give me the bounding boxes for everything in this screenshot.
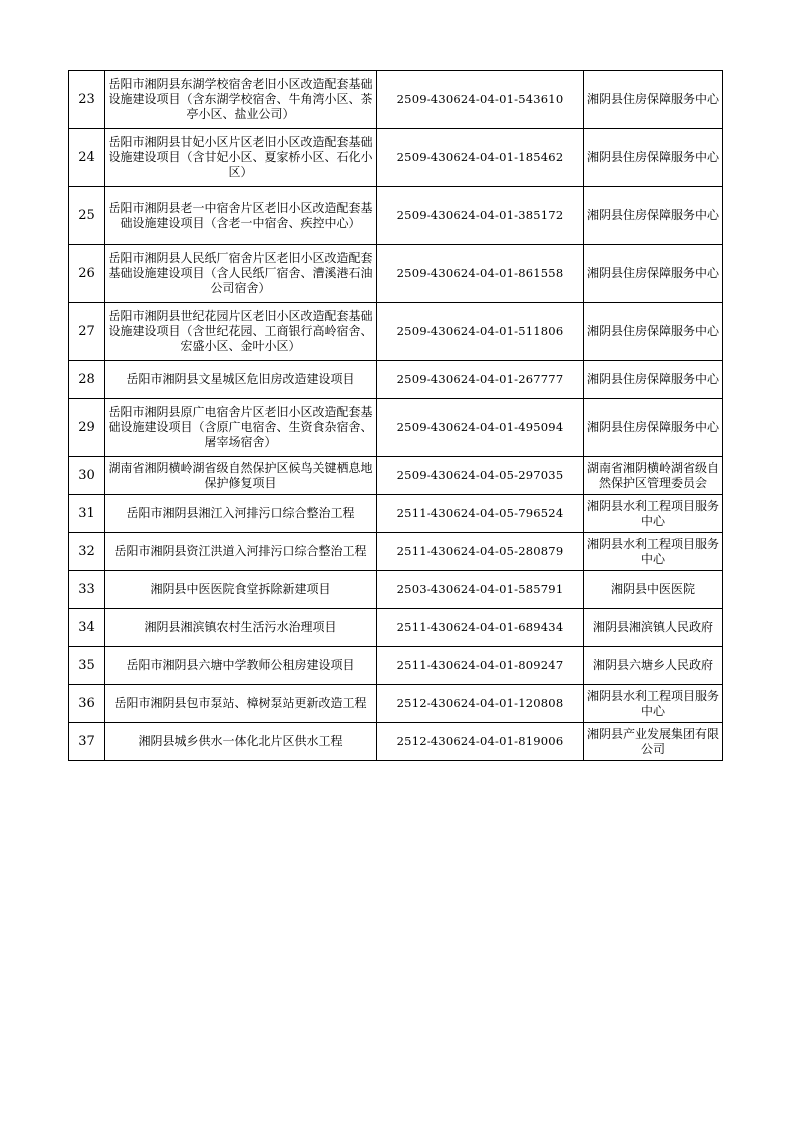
responsible-unit: 湘阴县住房保障服务中心 [584, 399, 723, 457]
row-number: 34 [69, 609, 105, 647]
table-row [69, 685, 723, 723]
project-name: 岳阳市湘阴县人民纸厂宿舍片区老旧小区改造配套基础设施建设项目（含人民纸厂宿舍、漕溪港石油公司宿舍） [105, 245, 377, 303]
responsible-unit: 湘阴县住房保障服务中心 [584, 187, 723, 245]
row-number: 32 [69, 533, 105, 571]
responsible-unit: 湘阴县湘滨镇人民政府 [584, 609, 723, 647]
project-name: 岳阳市湘阴县湘江入河排污口综合整治工程 [105, 495, 377, 533]
row-number: 27 [69, 303, 105, 361]
project-code: 2511-430624-04-05-796524 [377, 495, 584, 533]
project-code: 2509-430624-04-01-861558 [377, 245, 584, 303]
project-name: 岳阳市湘阴县文星城区危旧房改造建设项目 [105, 361, 377, 399]
project-code: 2509-430624-04-01-185462 [377, 129, 584, 187]
row-number: 35 [69, 647, 105, 685]
project-name: 岳阳市湘阴县原广电宿舍片区老旧小区改造配套基础设施建设项目（含原广电宿舍、生资食杂宿舍、屠宰场宿舍） [105, 399, 377, 457]
project-name: 湘阴县湘滨镇农村生活污水治理项目 [105, 609, 377, 647]
project-name: 岳阳市湘阴县甘妃小区片区老旧小区改造配套基础设施建设项目（含甘妃小区、夏家桥小区、石化小区） [105, 129, 377, 187]
table-row [69, 723, 723, 761]
project-name: 岳阳市湘阴县六塘中学教师公租房建设项目 [105, 647, 377, 685]
project-code: 2509-430624-04-01-511806 [377, 303, 584, 361]
project-name: 岳阳市湘阴县资江洪道入河排污口综合整治工程 [105, 533, 377, 571]
row-number: 36 [69, 685, 105, 723]
responsible-unit: 湘阴县水利工程项目服务中心 [584, 533, 723, 571]
project-name: 岳阳市湘阴县包市泵站、樟树泵站更新改造工程 [105, 685, 377, 723]
project-code: 2509-430624-04-05-297035 [377, 457, 584, 495]
row-number: 26 [69, 245, 105, 303]
project-name: 岳阳市湘阴县老一中宿舍片区老旧小区改造配套基础设施建设项目（含老一中宿舍、疾控中心） [105, 187, 377, 245]
responsible-unit: 湘阴县中医医院 [584, 571, 723, 609]
project-code: 2509-430624-04-01-267777 [377, 361, 584, 399]
table-row [69, 647, 723, 685]
project-name: 湖南省湘阴横岭湖省级自然保护区候鸟关键栖息地保护修复项目 [105, 457, 377, 495]
project-code: 2512-430624-04-01-819006 [377, 723, 584, 761]
table-row [69, 533, 723, 571]
project-code: 2511-430624-04-01-689434 [377, 609, 584, 647]
table-row [69, 495, 723, 533]
project-table [68, 70, 723, 761]
row-number: 23 [69, 71, 105, 129]
responsible-unit: 湘阴县住房保障服务中心 [584, 361, 723, 399]
row-number: 30 [69, 457, 105, 495]
project-code: 2509-430624-04-01-495094 [377, 399, 584, 457]
project-name: 岳阳市湘阴县世纪花园片区老旧小区改造配套基础设施建设项目（含世纪花园、工商银行高岭宿舍、宏盛小区、金叶小区） [105, 303, 377, 361]
table-row [69, 399, 723, 457]
responsible-unit: 湖南省湘阴横岭湖省级自然保护区管理委员会 [584, 457, 723, 495]
table-row [69, 457, 723, 495]
table-row [69, 187, 723, 245]
project-list-sheet [68, 70, 722, 761]
project-name: 湘阴县城乡供水一体化北片区供水工程 [105, 723, 377, 761]
row-number: 31 [69, 495, 105, 533]
responsible-unit: 湘阴县六塘乡人民政府 [584, 647, 723, 685]
table-row [69, 571, 723, 609]
project-code: 2511-430624-04-01-809247 [377, 647, 584, 685]
responsible-unit: 湘阴县水利工程项目服务中心 [584, 495, 723, 533]
responsible-unit: 湘阴县水利工程项目服务中心 [584, 685, 723, 723]
table-row [69, 129, 723, 187]
table-row [69, 609, 723, 647]
row-number: 33 [69, 571, 105, 609]
row-number: 28 [69, 361, 105, 399]
table-row [69, 71, 723, 129]
responsible-unit: 湘阴县住房保障服务中心 [584, 303, 723, 361]
table-row [69, 303, 723, 361]
row-number: 25 [69, 187, 105, 245]
responsible-unit: 湘阴县住房保障服务中心 [584, 71, 723, 129]
responsible-unit: 湘阴县产业发展集团有限公司 [584, 723, 723, 761]
table-row [69, 361, 723, 399]
project-code: 2509-430624-04-01-543610 [377, 71, 584, 129]
project-name: 岳阳市湘阴县东湖学校宿舍老旧小区改造配套基础设施建设项目（含东湖学校宿舍、牛角湾小区、茶亭小区、盐业公司） [105, 71, 377, 129]
project-name: 湘阴县中医医院食堂拆除新建项目 [105, 571, 377, 609]
project-code: 2503-430624-04-01-585791 [377, 571, 584, 609]
project-code: 2511-430624-04-05-280879 [377, 533, 584, 571]
row-number: 37 [69, 723, 105, 761]
responsible-unit: 湘阴县住房保障服务中心 [584, 245, 723, 303]
table-row [69, 245, 723, 303]
responsible-unit: 湘阴县住房保障服务中心 [584, 129, 723, 187]
row-number: 24 [69, 129, 105, 187]
row-number: 29 [69, 399, 105, 457]
project-code: 2512-430624-04-01-120808 [377, 685, 584, 723]
project-code: 2509-430624-04-01-385172 [377, 187, 584, 245]
